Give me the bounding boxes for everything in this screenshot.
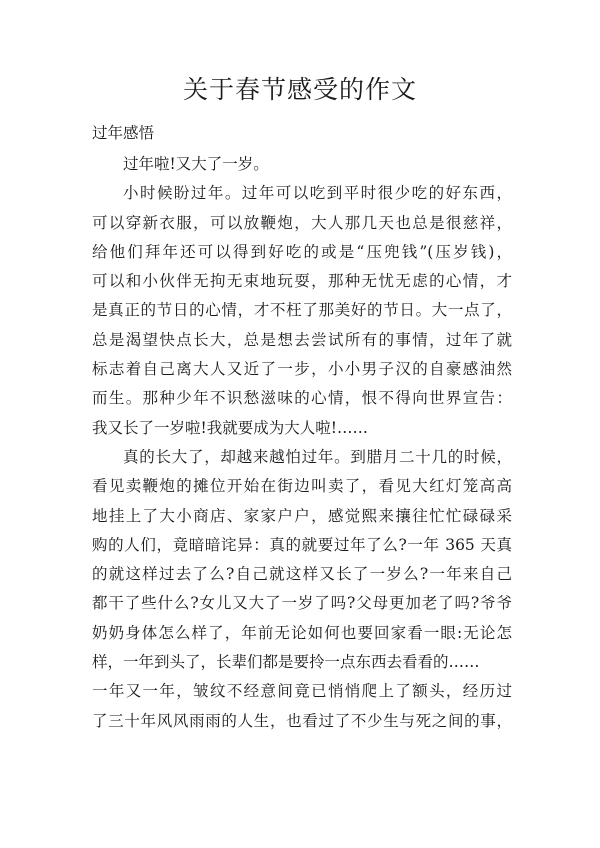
text-line: 看见卖鞭炮的摊位开始在街边叫卖了，看见大红灯笼高高 — [92, 477, 512, 496]
text-line: 真的长大了，却越来越怕过年。到腊月二十几的时候， — [123, 447, 512, 466]
document-title: 关于春节感受的作文 — [182, 75, 417, 104]
text-line: 样，一年到头了，长辈们都是要拎一点东西去看看的…… — [92, 653, 480, 672]
text-line: 了三十年风风雨雨的人生，也看过了不少生与死之间的事， — [92, 711, 512, 730]
text-line: 是真正的节日的心情，才不枉了那美好的节日。大一点了， — [92, 301, 512, 320]
text-line: 的就这样过去了么?自己就这样又长了一岁么?一年来自己 — [92, 565, 512, 584]
text-line: 小时候盼过年。过年可以吃到平时很少吃的好东西， — [123, 184, 512, 203]
text-line: 过年啦!又大了一岁。 — [123, 155, 269, 173]
document-body — [92, 150, 512, 736]
text-line: 地挂上了大小商店、家家户户，感觉熙来攘往忙忙碌碌采 — [92, 506, 512, 525]
text-line: 我又长了一岁啦!我就要成为大人啦!…… — [92, 418, 368, 437]
text-line: 奶奶身体怎么样了，年前无论如何也要回家看一眼:无论怎 — [92, 623, 512, 642]
text-line: 而生。那种少年不识愁滋味的心情，恨不得向世界宣告： — [92, 389, 512, 408]
text-line: 一年又一年，皱纹不经意间竟已悄悄爬上了额头，经历过 — [92, 682, 512, 701]
text-line: 标志着自己离大人又近了一步，小小男子汉的自豪感油然 — [92, 360, 512, 379]
text-line: 总是渴望快点长大，总是想去尝试所有的事情，过年了就 — [92, 330, 512, 349]
text-line: 给他们拜年还可以得到好吃的或是“压兜钱”(压岁钱)， — [92, 242, 512, 261]
text-line: 都干了些什么?女儿又大了一岁了吗?父母更加老了吗?爷爷 — [92, 594, 512, 613]
document-subtitle: 过年感悟 — [92, 124, 155, 142]
text-line: 可以和小伙伴无拘无束地玩耍，那种无忧无虑的心情，才 — [92, 272, 512, 291]
text-line: 可以穿新衣服，可以放鞭炮，大人那几天也总是很慈祥， — [92, 213, 512, 232]
text-line: 购的人们，竟暗暗诧异：真的就要过年了么?一年 365 天真 — [92, 535, 512, 554]
